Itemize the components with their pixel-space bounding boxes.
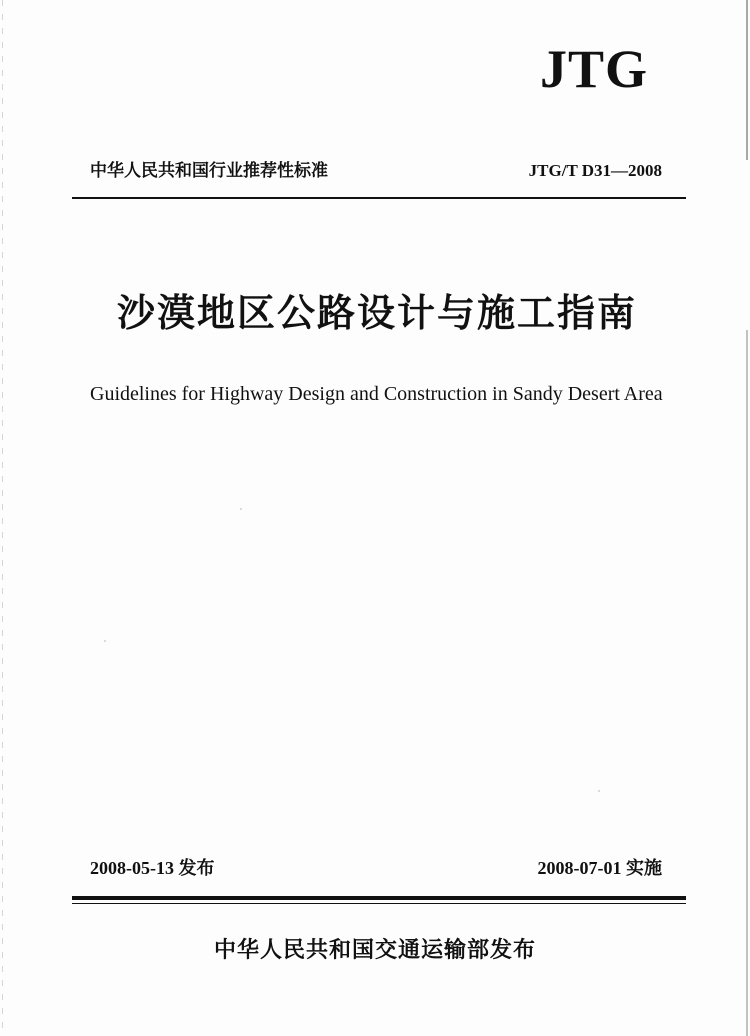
header-divider bbox=[72, 197, 686, 199]
footer-divider-thick bbox=[72, 896, 686, 900]
footer-divider-thin bbox=[72, 903, 686, 904]
publisher: 中华人民共和国交通运输部发布 bbox=[213, 938, 536, 963]
document-title-chinese: 沙漠地区公路设计与施工指南 bbox=[117, 290, 638, 335]
scan-edge-right bbox=[746, 0, 748, 1036]
standard-number: JTG/T D31—2008 bbox=[528, 161, 662, 180]
issue-date: 2008-05-13 发布 bbox=[90, 858, 215, 878]
scan-edge-left bbox=[2, 0, 3, 1036]
effective-date: 2008-07-01 实施 bbox=[537, 858, 662, 878]
scan-speck bbox=[598, 790, 600, 792]
jtg-logo: JTG bbox=[540, 39, 649, 99]
document-title-english: Guidelines for Highway Design and Construction in Sandy Desert Area bbox=[90, 383, 663, 405]
scan-speck bbox=[104, 640, 106, 642]
standard-category: 中华人民共和国行业推荐性标准 bbox=[90, 161, 328, 181]
scan-speck bbox=[240, 508, 242, 510]
